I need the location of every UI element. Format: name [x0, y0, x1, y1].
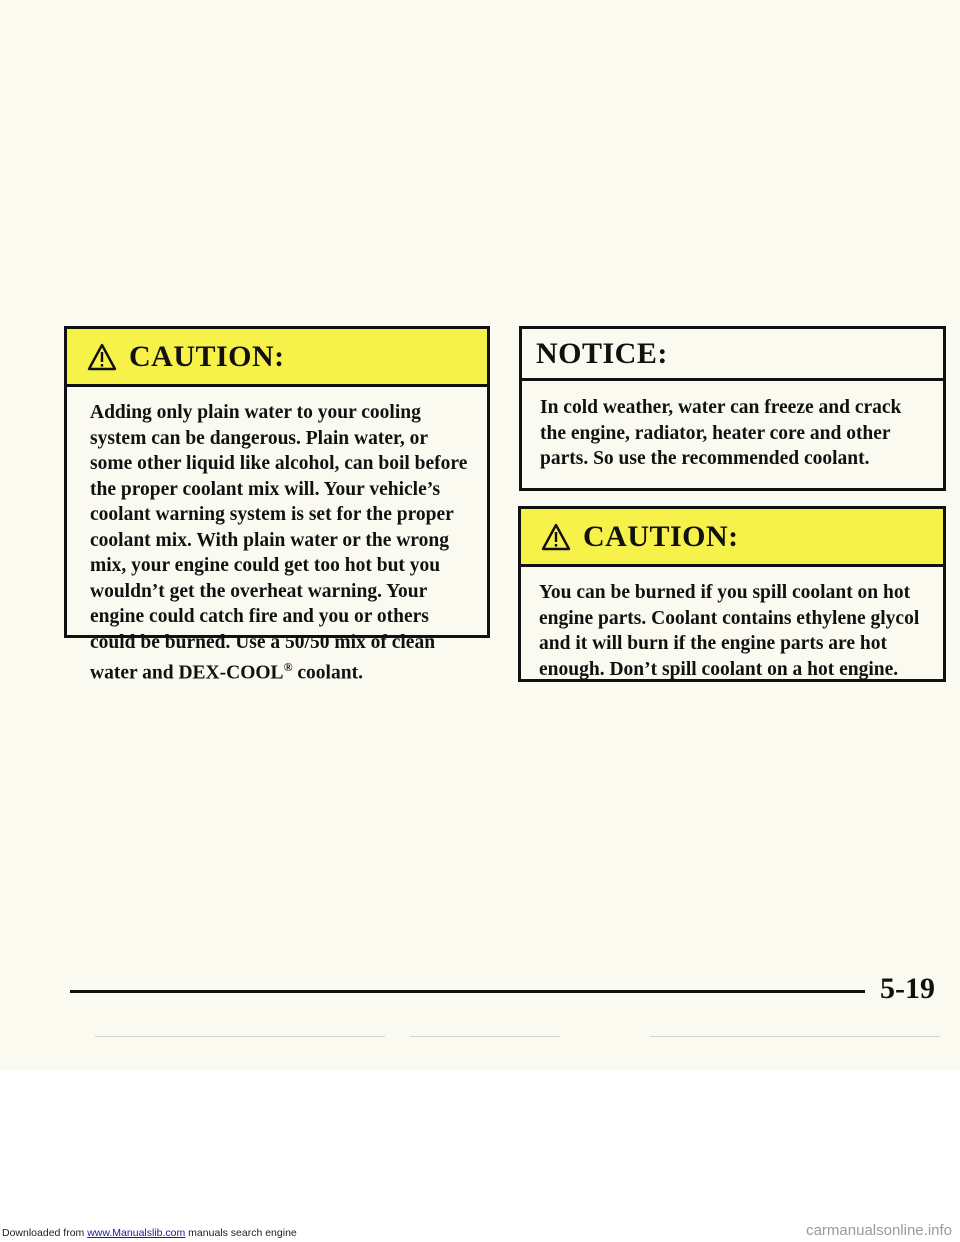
download-attribution — [2, 1227, 297, 1239]
scan-line — [410, 1036, 560, 1037]
attribution-suffix: manuals search engine — [185, 1227, 297, 1239]
caution-text-end: coolant. — [292, 662, 363, 684]
watermark: carmanualsonline.info — [806, 1222, 952, 1239]
caution-header — [67, 329, 487, 387]
footer-rule — [70, 990, 865, 993]
notice-header — [522, 329, 943, 381]
bottom-margin — [0, 1070, 960, 1242]
scan-line — [650, 1036, 940, 1037]
warning-triangle-icon — [541, 523, 571, 551]
notice-title: NOTICE: — [536, 336, 668, 370]
caution-title: CAUTION: — [583, 519, 739, 553]
notice-box-cold-weather — [519, 326, 946, 491]
caution-box-water — [64, 326, 490, 684]
caution-text: Adding only plain water to your cooling system can be dangerous. Plain water, or some other liquid like alcohol, can boil before the proper coolant mix will. Your vehicle’s coolant warning system is set for the proper coolant mix. With plain water or the wrong mix, your engine could get too hot but you wouldn’t get the overheat warning. Your engine could catch fire and you or others could be burned. Use a 50/50 mix of clean water and DEX-COOL — [90, 402, 468, 684]
attribution-prefix: Downloaded from — [2, 1227, 88, 1239]
caution-body: You can be burned if you spill coolant on hot engine parts. Coolant contains ethylene glycol and it will burn if the engine parts are hot enough. Don’t spill coolant on a hot engine. — [539, 582, 920, 680]
warning-triangle-icon — [87, 343, 117, 371]
manualslib-link[interactable]: www.Manualslib.com — [87, 1227, 186, 1239]
caution-body — [67, 387, 487, 686]
page-number: 5-19 — [880, 972, 935, 1005]
notice-body: In cold weather, water can freeze and crack the engine, radiator, heater core and other parts. So use the recommended coolant. — [540, 397, 902, 469]
caution-box-burn — [518, 506, 946, 682]
registered-mark: ® — [283, 660, 293, 674]
scan-line — [95, 1036, 385, 1037]
caution-title: CAUTION: — [129, 339, 285, 373]
caution-header — [521, 509, 943, 567]
